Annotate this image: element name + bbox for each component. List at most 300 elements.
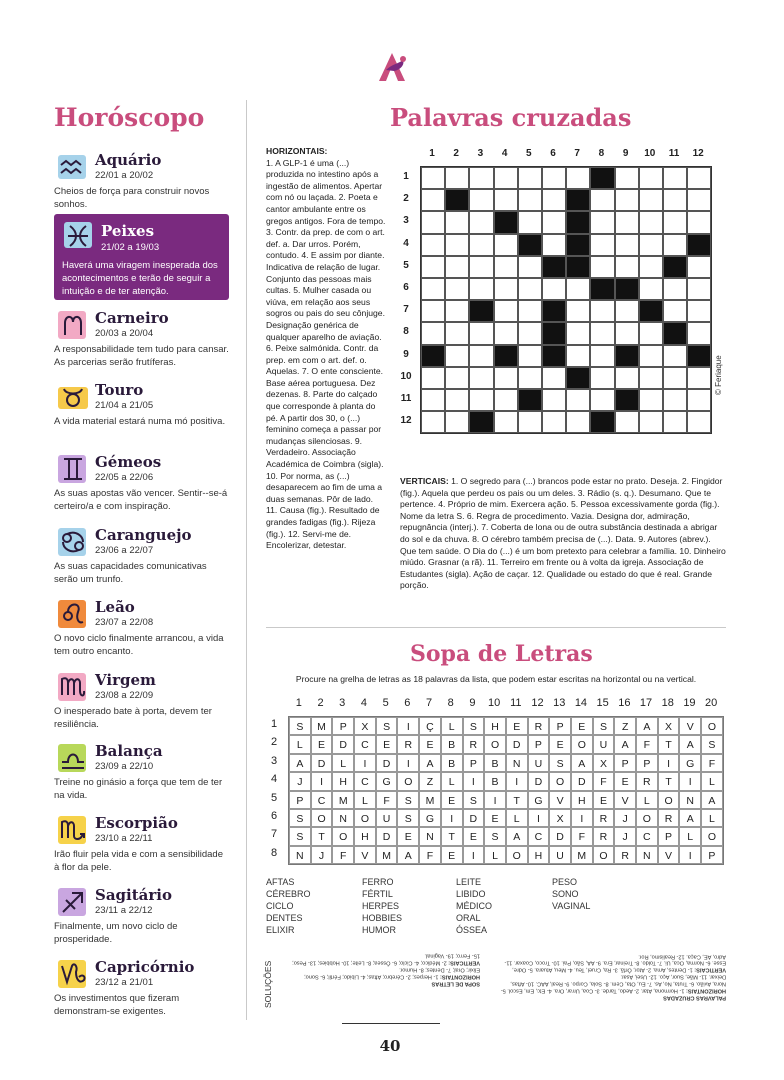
crossword-cell[interactable]: [566, 345, 590, 367]
wordsearch-letter[interactable]: J: [614, 827, 636, 845]
crossword-cell[interactable]: [469, 389, 493, 411]
wordsearch-letter[interactable]: M: [332, 791, 354, 809]
crossword-cell[interactable]: [494, 367, 518, 389]
crossword-cell[interactable]: [542, 211, 566, 233]
crossword-cell[interactable]: [518, 367, 542, 389]
crossword-cell[interactable]: [421, 189, 445, 211]
sign-text: As suas apostas vão vencer. Sentir--se-á certeiro/a e com inspiração.: [54, 488, 228, 512]
wordsearch-letter[interactable]: E: [593, 791, 615, 809]
crossword-cell[interactable]: [421, 278, 445, 300]
wordsearch-letter[interactable]: E: [484, 809, 506, 827]
sign-text: A responsabilidade tem tudo para cansar. As parcerias serão frutíferas.: [54, 344, 229, 368]
wordsearch-letter[interactable]: S: [397, 809, 419, 827]
crossword-cell[interactable]: [469, 278, 493, 300]
wordsearch-letter[interactable]: N: [636, 846, 658, 864]
wordsearch-letter[interactable]: E: [571, 717, 593, 735]
crossword-cell[interactable]: [639, 322, 663, 344]
wordsearch-letter[interactable]: C: [354, 772, 376, 790]
wordsearch-letter[interactable]: V: [614, 791, 636, 809]
wordsearch-letter[interactable]: E: [506, 717, 528, 735]
wordsearch-letter[interactable]: E: [614, 772, 636, 790]
wordsearch-letter[interactable]: O: [636, 809, 658, 827]
crossword-cell[interactable]: [566, 300, 590, 322]
wordsearch-letter[interactable]: R: [397, 735, 419, 753]
wordsearch-letter[interactable]: X: [593, 754, 615, 772]
wordsearch-letter[interactable]: E: [419, 735, 441, 753]
wordsearch-letter[interactable]: S: [463, 717, 485, 735]
crossword-cell[interactable]: [542, 278, 566, 300]
wordsearch-letter[interactable]: O: [701, 827, 723, 845]
crossword-cell[interactable]: [687, 189, 711, 211]
wordsearch-letter[interactable]: H: [528, 846, 550, 864]
crossword-cell[interactable]: [494, 256, 518, 278]
crossword-cell[interactable]: [615, 211, 639, 233]
wordsearch-letter[interactable]: D: [376, 827, 398, 845]
wordsearch-letter[interactable]: S: [463, 791, 485, 809]
crossword-cell[interactable]: [542, 167, 566, 189]
crossword-cell[interactable]: [639, 234, 663, 256]
wordsearch-letter[interactable]: I: [484, 791, 506, 809]
wordsearch-letter[interactable]: E: [441, 846, 463, 864]
word-list-column: [266, 876, 311, 936]
wordsearch-letter[interactable]: C: [354, 735, 376, 753]
wordsearch-letter[interactable]: I: [658, 754, 680, 772]
crossword-cell[interactable]: [445, 411, 469, 433]
wordsearch-letter[interactable]: I: [528, 809, 550, 827]
wordsearch-letter[interactable]: I: [311, 772, 333, 790]
crossword-cell[interactable]: [639, 278, 663, 300]
wordsearch-letter[interactable]: L: [441, 772, 463, 790]
crossword-cell[interactable]: [494, 189, 518, 211]
wordsearch-letter[interactable]: Z: [614, 717, 636, 735]
crossword-cell[interactable]: [421, 167, 445, 189]
wordsearch-letter[interactable]: I: [506, 772, 528, 790]
wordsearch-letter[interactable]: A: [701, 791, 723, 809]
wordsearch-letter[interactable]: P: [614, 754, 636, 772]
crossword-cell[interactable]: [687, 367, 711, 389]
wordsearch-letter[interactable]: F: [332, 846, 354, 864]
wordsearch-letter[interactable]: O: [397, 772, 419, 790]
wordsearch-letter[interactable]: M: [311, 717, 333, 735]
wordsearch-letter[interactable]: G: [528, 791, 550, 809]
wordsearch-letter[interactable]: I: [397, 754, 419, 772]
crossword-cell[interactable]: [518, 211, 542, 233]
wordsearch-letter[interactable]: S: [289, 717, 311, 735]
wordsearch-letter[interactable]: L: [484, 846, 506, 864]
crossword-cell[interactable]: [639, 189, 663, 211]
wordsearch-letter[interactable]: V: [549, 791, 571, 809]
wordsearch-letter[interactable]: L: [679, 827, 701, 845]
crossword-cell[interactable]: [687, 211, 711, 233]
wordsearch-letter[interactable]: L: [701, 772, 723, 790]
wordsearch-letter[interactable]: P: [463, 754, 485, 772]
wordsearch-letter[interactable]: D: [506, 735, 528, 753]
crossword-cell[interactable]: [518, 345, 542, 367]
wordsearch-letter[interactable]: H: [332, 772, 354, 790]
wordsearch-letter[interactable]: J: [289, 772, 311, 790]
wordsearch-letter[interactable]: O: [484, 735, 506, 753]
crossword-cell[interactable]: [590, 345, 614, 367]
wordsearch-letter[interactable]: E: [441, 791, 463, 809]
wordsearch-letter[interactable]: M: [571, 846, 593, 864]
wordsearch-letter[interactable]: S: [376, 717, 398, 735]
crossword-cell[interactable]: [445, 367, 469, 389]
wordsearch-letter[interactable]: C: [528, 827, 550, 845]
wordsearch-letter[interactable]: O: [354, 809, 376, 827]
wordsearch-letter[interactable]: D: [549, 827, 571, 845]
wordsearch-letter[interactable]: A: [614, 735, 636, 753]
crossword-cell[interactable]: [445, 345, 469, 367]
wordsearch-letter[interactable]: S: [701, 735, 723, 753]
wordsearch-letter[interactable]: T: [441, 827, 463, 845]
crossword-cell[interactable]: [615, 367, 639, 389]
crossword-cell[interactable]: [494, 411, 518, 433]
wordsearch-letter[interactable]: G: [679, 754, 701, 772]
wordsearch-letter[interactable]: N: [419, 827, 441, 845]
crossword-cell[interactable]: [469, 322, 493, 344]
wordsearch-letter[interactable]: J: [614, 809, 636, 827]
wordsearch-letter[interactable]: I: [571, 809, 593, 827]
wordsearch-letter[interactable]: C: [311, 791, 333, 809]
wordsearch-letter[interactable]: I: [679, 846, 701, 864]
wordsearch-letter[interactable]: R: [593, 809, 615, 827]
crossword-cell[interactable]: [542, 189, 566, 211]
crossword-cell[interactable]: [542, 411, 566, 433]
wordsearch-letter[interactable]: N: [679, 791, 701, 809]
wordsearch-letter[interactable]: E: [311, 735, 333, 753]
wordsearch-letter[interactable]: L: [636, 791, 658, 809]
crossword-cell[interactable]: [615, 300, 639, 322]
crossword-cell[interactable]: [494, 167, 518, 189]
wordsearch-letter[interactable]: E: [549, 735, 571, 753]
wordsearch-letter[interactable]: F: [571, 827, 593, 845]
wordsearch-letter[interactable]: L: [289, 735, 311, 753]
wordsearch-letter[interactable]: B: [484, 772, 506, 790]
wordsearch-letter[interactable]: U: [549, 846, 571, 864]
wordsearch-letter[interactable]: I: [463, 772, 485, 790]
wordsearch-letter[interactable]: L: [332, 754, 354, 772]
crossword-cell[interactable]: [663, 189, 687, 211]
wordsearch-letter[interactable]: A: [289, 754, 311, 772]
crossword-cell[interactable]: [639, 345, 663, 367]
wordsearch-letter[interactable]: M: [419, 791, 441, 809]
wordsearch-letter[interactable]: S: [549, 754, 571, 772]
wordsearch-letter[interactable]: D: [311, 754, 333, 772]
wordsearch-letter[interactable]: O: [332, 827, 354, 845]
crossword-cell[interactable]: [445, 278, 469, 300]
sign-text: A vida material estará numa mó positiva.: [54, 416, 226, 427]
crossword-column-number: 5: [526, 148, 532, 159]
wordsearch-letter[interactable]: U: [376, 809, 398, 827]
wordsearch-letter[interactable]: I: [441, 809, 463, 827]
crossword-cell[interactable]: [663, 234, 687, 256]
wordsearch-letter[interactable]: Ç: [419, 717, 441, 735]
crossword-row-number: 2: [403, 193, 409, 205]
wordsearch-letter[interactable]: P: [636, 754, 658, 772]
wordsearch-letter[interactable]: S: [484, 827, 506, 845]
wordsearch-letter[interactable]: A: [679, 809, 701, 827]
sagittarius-icon: [56, 886, 90, 918]
crossword-cell[interactable]: [445, 300, 469, 322]
wordsearch-letter[interactable]: T: [311, 827, 333, 845]
crossword-cell[interactable]: [518, 278, 542, 300]
crossword-cell[interactable]: [687, 300, 711, 322]
wordsearch-letter[interactable]: S: [289, 809, 311, 827]
wordsearch-letter[interactable]: P: [289, 791, 311, 809]
wordsearch-letter[interactable]: G: [376, 772, 398, 790]
crossword-cell[interactable]: [615, 256, 639, 278]
wordsearch-letter[interactable]: E: [376, 735, 398, 753]
crossword-block: [469, 300, 493, 322]
wordsearch-letter[interactable]: U: [593, 735, 615, 753]
crossword-cell[interactable]: [421, 322, 445, 344]
crossword-cell[interactable]: [421, 234, 445, 256]
crossword-cell[interactable]: [518, 256, 542, 278]
crossword-cell[interactable]: [469, 211, 493, 233]
crossword-title: Palavras cruzadas: [390, 103, 632, 132]
crossword-row-number: 11: [400, 393, 412, 404]
wordsearch-letter[interactable]: A: [506, 827, 528, 845]
crossword-cell[interactable]: [590, 256, 614, 278]
wordsearch-letter[interactable]: I: [354, 754, 376, 772]
crossword-cell[interactable]: [615, 234, 639, 256]
wordsearch-letter[interactable]: R: [614, 846, 636, 864]
wordsearch-letter[interactable]: N: [289, 846, 311, 864]
wordsearch-letter[interactable]: I: [397, 717, 419, 735]
wordsearch-letter[interactable]: E: [397, 827, 419, 845]
wordsearch-column-number: 18: [661, 697, 674, 709]
wordsearch-letter[interactable]: R: [463, 735, 485, 753]
wordsearch-letter[interactable]: D: [528, 772, 550, 790]
crossword-cell[interactable]: [445, 322, 469, 344]
wordsearch-letter[interactable]: T: [658, 772, 680, 790]
wordsearch-letter[interactable]: O: [593, 846, 615, 864]
wordsearch-letter[interactable]: A: [419, 754, 441, 772]
wordsearch-letter[interactable]: U: [528, 754, 550, 772]
crossword-cell[interactable]: [469, 167, 493, 189]
wordsearch-letter[interactable]: H: [484, 717, 506, 735]
wordsearch-letter[interactable]: M: [376, 846, 398, 864]
wordsearch-letter[interactable]: P: [701, 846, 723, 864]
wordsearch-letter[interactable]: A: [636, 717, 658, 735]
crossword-cell[interactable]: [639, 367, 663, 389]
wordsearch-letter[interactable]: D: [376, 754, 398, 772]
wordsearch-letter[interactable]: A: [679, 735, 701, 753]
wordsearch-letter[interactable]: V: [679, 717, 701, 735]
sign-text: Cheios de força para construir novos sonhos.: [54, 186, 210, 210]
wordsearch-letter[interactable]: D: [463, 809, 485, 827]
crossword-cell[interactable]: [494, 234, 518, 256]
crossword-cell[interactable]: [615, 322, 639, 344]
wordsearch-letter[interactable]: B: [441, 754, 463, 772]
wordsearch-letter[interactable]: P: [658, 827, 680, 845]
crossword-cell[interactable]: [445, 389, 469, 411]
crossword-cell[interactable]: [445, 211, 469, 233]
crossword-cell[interactable]: [518, 189, 542, 211]
crossword-cell[interactable]: [494, 278, 518, 300]
wordsearch-letter[interactable]: I: [679, 772, 701, 790]
crossword-cell[interactable]: [639, 256, 663, 278]
crossword-cell[interactable]: [421, 256, 445, 278]
crossword-cell[interactable]: [518, 411, 542, 433]
crossword-cell[interactable]: [494, 322, 518, 344]
wordsearch-letter[interactable]: R: [528, 717, 550, 735]
wordsearch-letter[interactable]: E: [463, 827, 485, 845]
crossword-cell[interactable]: [566, 278, 590, 300]
crossword-block: [469, 411, 493, 433]
wordsearch-letter[interactable]: V: [658, 846, 680, 864]
wordsearch-letter[interactable]: L: [506, 809, 528, 827]
wordsearch-letter[interactable]: A: [571, 754, 593, 772]
wordsearch-letter[interactable]: B: [484, 754, 506, 772]
solutions-text: 1- Herpes; 2- Cérebro; Aftas; 4- Libido; Fértil; 6- Sono; Elixir; Oral; 7- Dentes; 8- Humor.: [304, 966, 480, 980]
wordsearch-letter[interactable]: B: [441, 735, 463, 753]
wordsearch-letter[interactable]: L: [354, 791, 376, 809]
crossword-cell[interactable]: [687, 389, 711, 411]
wordsearch-letter[interactable]: O: [549, 772, 571, 790]
wordsearch-letter[interactable]: X: [549, 809, 571, 827]
sign-name: Carneiro: [95, 309, 169, 327]
wordsearch-column-number: 17: [639, 697, 653, 709]
wordsearch-letter[interactable]: O: [571, 735, 593, 753]
wordsearch-letter[interactable]: H: [354, 827, 376, 845]
crossword-cell[interactable]: [663, 167, 687, 189]
wordsearch-letter[interactable]: P: [528, 735, 550, 753]
wordsearch-letter[interactable]: R: [636, 772, 658, 790]
crossword-cell[interactable]: [687, 411, 711, 433]
wordsearch-letter[interactable]: D: [332, 735, 354, 753]
wordsearch-letter[interactable]: P: [332, 717, 354, 735]
crossword-cell[interactable]: [542, 367, 566, 389]
crossword-cell[interactable]: [615, 411, 639, 433]
crossword-cell[interactable]: [663, 211, 687, 233]
wordsearch-letter[interactable]: S: [397, 791, 419, 809]
crossword-cell[interactable]: [421, 367, 445, 389]
crossword-cell[interactable]: [590, 300, 614, 322]
wordsearch-letter[interactable]: L: [441, 717, 463, 735]
wordsearch-intro: Procure na grelha de letras as 18 palavras da lista, que podem estar escritas na horizontal ou na vertical.: [295, 674, 697, 684]
wordsearch-letter[interactable]: F: [419, 846, 441, 864]
crossword-cell[interactable]: [469, 345, 493, 367]
crossword-cell[interactable]: [639, 211, 663, 233]
crossword-cell[interactable]: [445, 234, 469, 256]
wordsearch-letter[interactable]: I: [463, 846, 485, 864]
crossword-cell[interactable]: [566, 322, 590, 344]
crossword-cell[interactable]: [494, 389, 518, 411]
wordsearch-letter[interactable]: N: [332, 809, 354, 827]
wordsearch-letter[interactable]: A: [397, 846, 419, 864]
wordsearch-letter[interactable]: G: [419, 809, 441, 827]
wordsearch-letter[interactable]: P: [549, 717, 571, 735]
crossword-cell[interactable]: [421, 211, 445, 233]
crossword-cell[interactable]: [445, 167, 469, 189]
crossword-cell[interactable]: [518, 300, 542, 322]
section-divider: [266, 627, 726, 628]
wordsearch-letter[interactable]: O: [658, 791, 680, 809]
wordsearch-letter[interactable]: V: [354, 846, 376, 864]
crossword-cell[interactable]: [542, 234, 566, 256]
wordsearch-letter[interactable]: O: [506, 846, 528, 864]
crossword-cell[interactable]: [663, 300, 687, 322]
crossword-block: [566, 211, 590, 233]
crossword-cell[interactable]: [542, 389, 566, 411]
crossword-cell[interactable]: [421, 389, 445, 411]
wordsearch-letter[interactable]: J: [311, 846, 333, 864]
wordsearch-letter[interactable]: Z: [419, 772, 441, 790]
wordsearch-letter[interactable]: F: [636, 735, 658, 753]
wordsearch-letter[interactable]: X: [658, 717, 680, 735]
crossword-cell[interactable]: [494, 300, 518, 322]
crossword-cell[interactable]: [421, 300, 445, 322]
wordsearch-letter[interactable]: T: [506, 791, 528, 809]
wordsearch-letter[interactable]: D: [571, 772, 593, 790]
word-item: ÓSSEA: [456, 925, 488, 935]
crossword-cell[interactable]: [566, 167, 590, 189]
crossword-cell[interactable]: [469, 256, 493, 278]
wordsearch-letter[interactable]: R: [593, 827, 615, 845]
wordsearch-letter[interactable]: T: [658, 735, 680, 753]
wordsearch-letter[interactable]: F: [701, 754, 723, 772]
crossword-cell[interactable]: [518, 167, 542, 189]
wordsearch-letter[interactable]: C: [636, 827, 658, 845]
crossword-cell[interactable]: [590, 389, 614, 411]
wordsearch-letter[interactable]: O: [701, 717, 723, 735]
crossword-cell[interactable]: [590, 189, 614, 211]
crossword-cell[interactable]: [663, 345, 687, 367]
crossword-cell[interactable]: [639, 167, 663, 189]
crossword-cell[interactable]: [590, 211, 614, 233]
crossword-cell[interactable]: [469, 367, 493, 389]
sign-dates: 23/07 a 22/08: [95, 617, 154, 628]
crossword-cell[interactable]: [590, 322, 614, 344]
wordsearch-letter[interactable]: H: [571, 791, 593, 809]
crossword-cell[interactable]: [663, 278, 687, 300]
crossword-cell[interactable]: [590, 234, 614, 256]
crossword-cell[interactable]: [663, 389, 687, 411]
crossword-cell[interactable]: [590, 367, 614, 389]
wordsearch-letter[interactable]: S: [289, 827, 311, 845]
crossword-cell[interactable]: [518, 322, 542, 344]
crossword-cell[interactable]: [639, 411, 663, 433]
wordsearch-letter[interactable]: F: [593, 772, 615, 790]
wordsearch-letter[interactable]: N: [506, 754, 528, 772]
crossword-column-number: 10: [644, 148, 656, 159]
wordsearch-letter[interactable]: X: [354, 717, 376, 735]
word-item: HOBBIES: [362, 913, 403, 923]
wordsearch-letter[interactable]: L: [701, 809, 723, 827]
crossword-cell[interactable]: [445, 256, 469, 278]
crossword-cell[interactable]: [566, 389, 590, 411]
crossword-cell[interactable]: [663, 367, 687, 389]
crossword-cell[interactable]: [469, 234, 493, 256]
wordsearch-letter[interactable]: F: [376, 791, 398, 809]
wordsearch-letter[interactable]: R: [658, 809, 680, 827]
crossword-cell[interactable]: [615, 189, 639, 211]
crossword-cell[interactable]: [421, 411, 445, 433]
crossword-cell[interactable]: [639, 389, 663, 411]
crossword-cell[interactable]: [687, 167, 711, 189]
crossword-cell[interactable]: [687, 256, 711, 278]
crossword-cell[interactable]: [566, 411, 590, 433]
crossword-cell[interactable]: [469, 189, 493, 211]
wordsearch-letter[interactable]: O: [311, 809, 333, 827]
wordsearch-letter[interactable]: S: [593, 717, 615, 735]
solutions-sublabel: HORIZONTAIS:: [440, 973, 480, 980]
crossword-cell[interactable]: [663, 411, 687, 433]
crossword-cell[interactable]: [615, 167, 639, 189]
crossword-cell[interactable]: [687, 278, 711, 300]
crossword-cell[interactable]: [687, 322, 711, 344]
